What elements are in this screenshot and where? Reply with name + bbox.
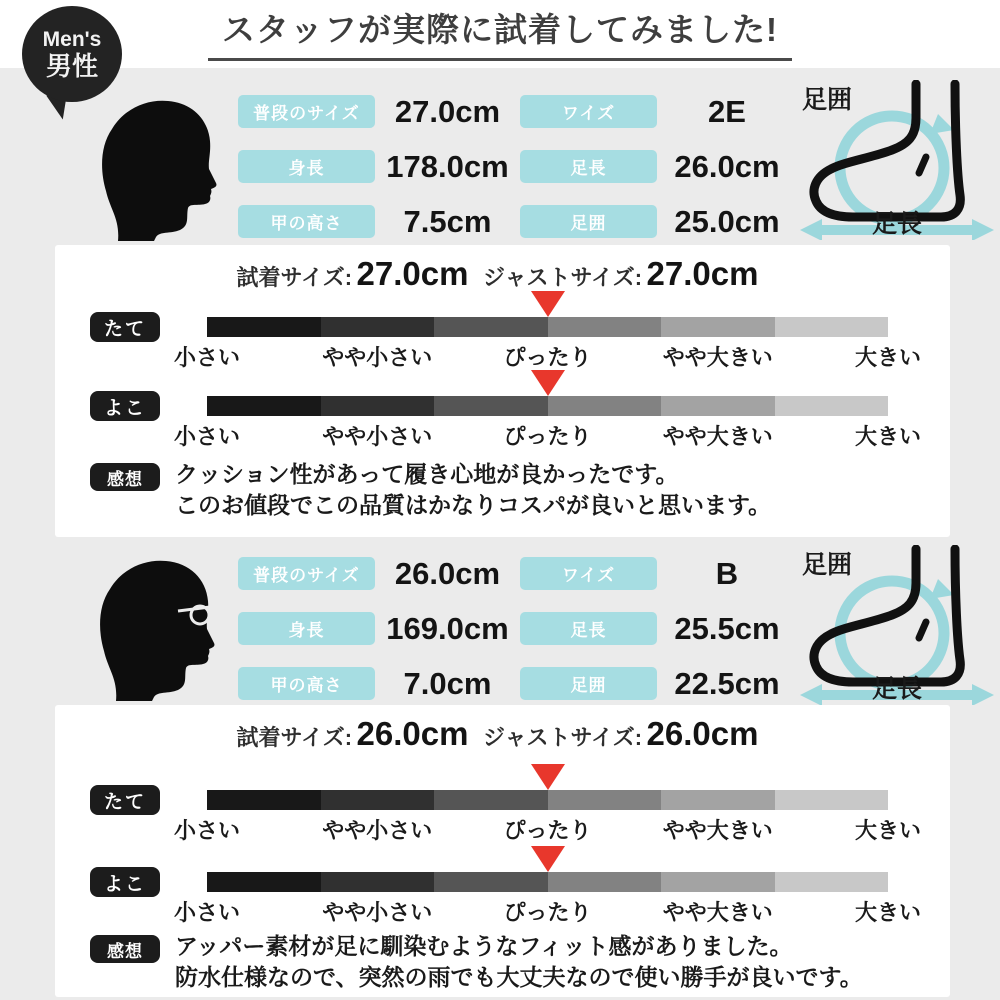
axis-badge-yoko: よこ (90, 391, 160, 421)
fit-gradient-bar (207, 790, 888, 810)
staff2-comment (175, 931, 930, 993)
staff2-measurements (238, 557, 838, 722)
comment-line: 防水仕様なので、突然の雨でも大丈夫なので使い勝手が良いです。 (175, 964, 863, 990)
measurement-label: 足囲 (520, 667, 657, 700)
measurement-value: 25.0cm (674, 203, 780, 239)
measurement-value: 26.0cm (394, 555, 501, 591)
measurement-label: 足囲 (520, 205, 657, 238)
tried-size-label: 試着サイズ: (236, 725, 353, 750)
fit-arrow-icon (531, 291, 565, 317)
fit-scale-labels (173, 814, 922, 843)
measurement-value: B (715, 555, 739, 591)
fit-gradient-bar (207, 317, 888, 337)
measurement-value: 7.0cm (403, 665, 492, 701)
measurement-value: 27.0cm (394, 93, 501, 129)
staff1-measurements (238, 95, 838, 260)
scale-label: ぴったり (503, 900, 592, 925)
measurement-label: 足長 (520, 612, 657, 645)
staff1-foot-diagram (798, 80, 996, 240)
measurement-label: 普段のサイズ (238, 557, 375, 590)
scale-label: やや大きい (662, 818, 773, 843)
measurement-row (238, 205, 838, 238)
fit-arrow-icon (531, 764, 565, 790)
measurement-label: 身長 (238, 612, 375, 645)
comment-line: クッション性があって履き心地が良かったです。 (175, 461, 679, 487)
scale-label: ぴったり (503, 345, 592, 370)
fit-arrow-icon (531, 846, 565, 872)
scale-label: やや大きい (662, 900, 773, 925)
scale-label: やや小さい (322, 900, 433, 925)
fit-scale-labels (173, 896, 922, 925)
staff1-fit-panel (55, 245, 950, 537)
scale-label: ぴったり (503, 424, 592, 449)
fit-scale-labels (173, 341, 922, 370)
measurement-label: 甲の高さ (238, 205, 375, 238)
measurement-value: 169.0cm (386, 610, 509, 646)
comment-badge: 感想 (90, 463, 160, 491)
staff2-fit-panel (55, 705, 950, 997)
staff2-foot-diagram (798, 545, 996, 705)
page-title (0, 4, 1000, 61)
measurement-value: 25.5cm (674, 610, 780, 646)
measurement-label: ワイズ (520, 95, 657, 128)
fit-gradient-bar (207, 396, 888, 416)
scale-label: 小さい (173, 424, 241, 449)
page-title-text: スタッフが実際に試着してみました! (208, 4, 792, 61)
just-size-value: 27.0cm (646, 255, 759, 292)
comment-line: このお値段でこの品質はかなりコスパが良いと思います。 (175, 492, 772, 518)
scale-label: やや小さい (322, 424, 433, 449)
tried-size-value: 26.0cm (356, 715, 469, 752)
scale-label: 小さい (173, 900, 241, 925)
measurement-row (238, 95, 838, 128)
scale-label: やや大きい (662, 424, 773, 449)
tried-size-value: 27.0cm (356, 255, 469, 292)
measurement-label: 甲の高さ (238, 667, 375, 700)
axis-badge-yoko: よこ (90, 867, 160, 897)
mens-badge (22, 6, 122, 102)
staff1-size-line (55, 255, 950, 293)
measurement-value: 7.5cm (403, 203, 492, 239)
scale-label: 大きい (854, 900, 922, 925)
measurement-row (238, 150, 838, 183)
just-size-value: 26.0cm (646, 715, 759, 752)
just-size-label: ジャストサイズ: (482, 725, 643, 750)
scale-label: 小さい (173, 345, 241, 370)
measurement-row (238, 667, 838, 700)
scale-label: 小さい (173, 818, 241, 843)
comment-badge: 感想 (90, 935, 160, 963)
staff2-head-silhouette-icon (78, 550, 238, 702)
fit-gradient-bar (207, 872, 888, 892)
measurement-label: 身長 (238, 150, 375, 183)
measurement-label: 普段のサイズ (238, 95, 375, 128)
scale-label: やや大きい (662, 345, 773, 370)
measurement-value: 178.0cm (386, 148, 509, 184)
foot-length-label: 足長 (871, 675, 923, 703)
foot-circumference-label: 足囲 (802, 86, 853, 114)
measurement-value: 26.0cm (674, 148, 780, 184)
measurement-label: 足長 (520, 150, 657, 183)
mens-badge-en: Men's (42, 28, 102, 51)
foot-circumference-label: 足囲 (802, 551, 853, 579)
measurement-row (238, 612, 838, 645)
measurement-label: ワイズ (520, 557, 657, 590)
tried-size-label: 試着サイズ: (236, 265, 353, 290)
staff1-comment (175, 459, 930, 521)
axis-badge-tate: たて (90, 312, 160, 342)
measurement-row (238, 557, 838, 590)
foot-length-label: 足長 (871, 210, 923, 238)
fit-arrow-icon (531, 370, 565, 396)
scale-label: 大きい (854, 424, 922, 449)
scale-label: ぴったり (503, 818, 592, 843)
scale-label: やや小さい (322, 345, 433, 370)
scale-label: やや小さい (322, 818, 433, 843)
scale-label: 大きい (854, 818, 922, 843)
just-size-label: ジャストサイズ: (482, 265, 643, 290)
staff1-head-silhouette-icon (80, 90, 240, 242)
fit-scale-labels (173, 420, 922, 449)
measurement-value: 22.5cm (674, 665, 780, 701)
scale-label: 大きい (854, 345, 922, 370)
measurement-value: 2E (708, 93, 746, 129)
comment-line: アッパー素材が足に馴染むようなフィット感がありました。 (175, 933, 793, 959)
staff2-size-line (55, 715, 950, 753)
mens-badge-jp: 男性 (45, 51, 98, 81)
axis-badge-tate: たて (90, 785, 160, 815)
